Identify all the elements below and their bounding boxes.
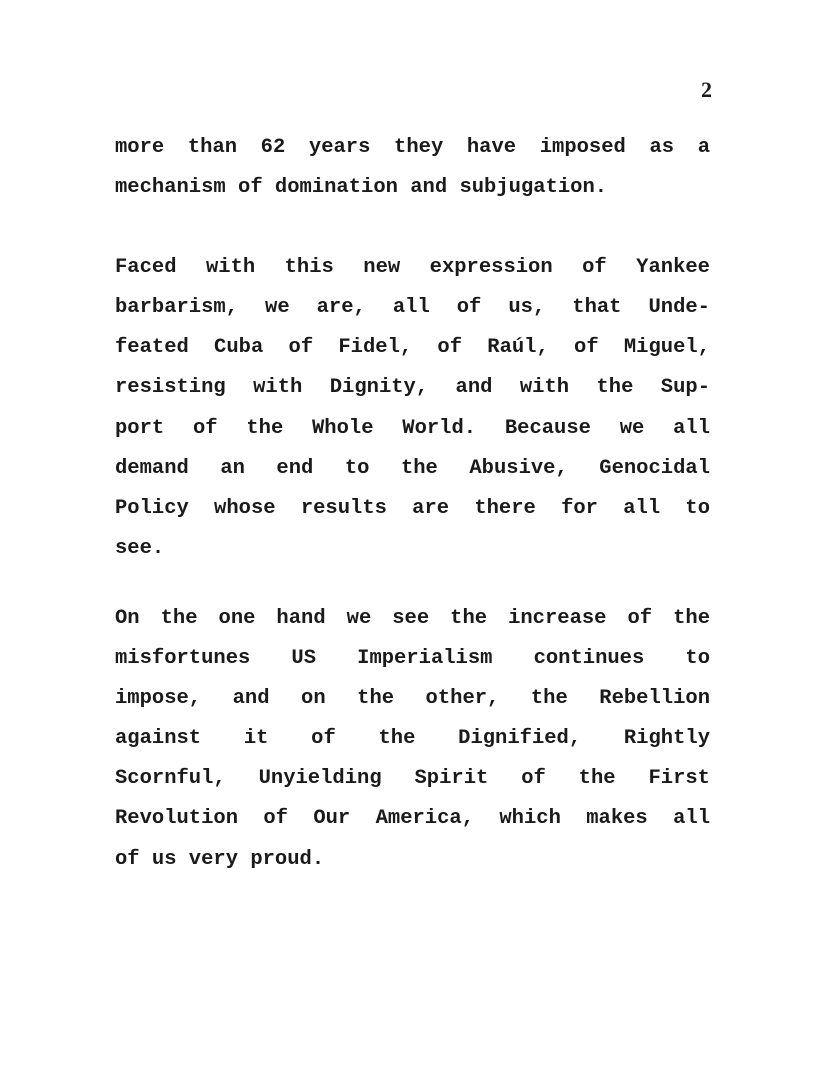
paragraph-spacer xyxy=(115,569,710,599)
text-line: demand an end to the Abusive, Genocidal xyxy=(115,456,710,480)
text-line: On the one hand we see the increase of the xyxy=(115,606,710,630)
paragraph-2 xyxy=(115,248,710,569)
text-line: misfortunes US Imperialism continues to xyxy=(115,647,710,671)
text-line: more than 62 years they have imposed as a xyxy=(115,136,710,159)
text-line: feated Cuba of Fidel, of Raúl, of Miguel, xyxy=(115,336,710,360)
text-line: port of the Whole World. Because we all xyxy=(115,416,710,440)
paragraph-1 xyxy=(115,128,710,208)
document-body xyxy=(115,128,710,880)
paragraph-spacer xyxy=(115,208,710,248)
text-line: barbarism, we are, all of us, that Unde- xyxy=(115,296,710,320)
text-line: against it of the Dignified, Rightly xyxy=(115,727,710,751)
text-line: resisting with Dignity, and with the Sup- xyxy=(115,376,710,400)
page-number: 2 xyxy=(701,77,712,102)
text-line: Policy whose results are there for all to xyxy=(115,496,710,520)
text-line: of us very proud. xyxy=(115,847,325,871)
text-line: Scornful, Unyielding Spirit of the First xyxy=(115,767,710,791)
text-line: impose, and on the other, the Rebellion xyxy=(115,687,710,711)
text-line: mechanism of domination and subjugation. xyxy=(115,176,608,200)
text-line: see. xyxy=(115,536,165,560)
text-line: Revolution of Our America, which makes all xyxy=(115,807,710,831)
paragraph-3 xyxy=(115,599,710,880)
text-line: Faced with this new expression of Yankee xyxy=(115,256,710,280)
